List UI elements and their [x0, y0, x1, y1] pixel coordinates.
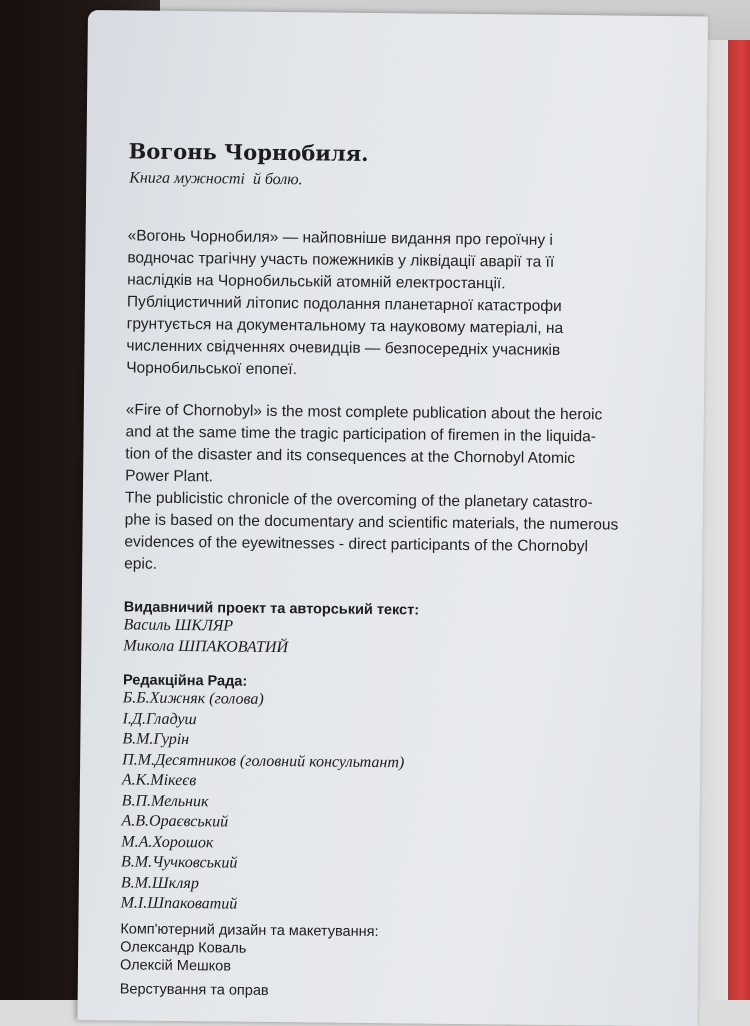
board-member: А.К.Мікеєв [121, 771, 197, 790]
board-member: А.В.Ораєвський [121, 812, 229, 831]
ua-line: грунтується на документальному та науковому матеріалі, на [126, 315, 564, 337]
ukrainian-paragraph [126, 225, 668, 385]
en-line: «Fire of Chornobyl» is the most complete publication about the heroic [125, 401, 603, 424]
page-title: Вогонь Чорнобиля. [128, 138, 369, 166]
board-member: В.П.Мельник [121, 791, 209, 810]
board-label: Редакційна Рада: [122, 672, 248, 690]
english-paragraph [124, 399, 666, 581]
en-line: evidences of the eyewitnesses - direct participants of the Chornobyl [124, 533, 589, 556]
ua-line: Чорнобильської епопеї. [126, 359, 298, 379]
en-line: and at the same time the tragic participation of firemen in the liquida- [125, 423, 597, 446]
board-member: В.М.Шкляр [120, 873, 199, 892]
design-name: Олександр Коваль [120, 938, 247, 957]
en-line: phe is based on the documentary and scientific materials, the numerous [124, 511, 619, 534]
board-credits [121, 672, 663, 919]
ua-line: Публіцистичний літопис подолання планетарної катастрофи [126, 293, 562, 315]
board-member: М.І.Шпаковатий [120, 894, 238, 913]
board-member: В.М.Чучковський [120, 853, 238, 872]
ua-line: водночас трагічну участь пожежників у ліквідації аварії та її [127, 249, 555, 271]
ua-line: «Вогонь Чорнобиля» — найповніше видання про героїчну і [127, 227, 553, 249]
design-label: Комп'ютерний дизайн та макетування: [120, 920, 379, 940]
project-credits [123, 599, 664, 662]
typeset-label: Верстування та оправ [119, 980, 269, 999]
book-page [77, 10, 708, 1026]
board-member: М.А.Хорошок [121, 832, 214, 851]
en-line: The publicistic chronicle of the overcoming of the planetary catastro- [124, 489, 593, 512]
board-member: Б.Б.Хижняк (голова) [122, 689, 264, 708]
page-content [119, 138, 668, 1019]
board-member: В.М.Гурін [122, 730, 190, 749]
en-line: tion of the disaster and its consequences at the Chornobyl Atomic [125, 445, 576, 468]
project-name: Василь ШКЛЯР [123, 616, 234, 635]
ua-line: наслідків на Чорнобильській атомній електростанції. [127, 271, 506, 293]
board-member: П.М.Десятников (головний консультант) [122, 750, 405, 771]
project-name: Микола ШПАКОВАТИЙ [123, 636, 289, 656]
design-name: Олексій Мешков [119, 956, 232, 975]
red-book-edge [728, 40, 750, 1000]
en-line: Power Plant. [125, 467, 214, 486]
credits-section [120, 599, 664, 1003]
design-credits [120, 920, 661, 980]
ua-line: численних свідченнях очевидців — безпосередніх учасників [126, 337, 561, 359]
page-subtitle: Книга мужності й болю. [129, 169, 303, 189]
project-label: Видавничий проект та авторський текст: [123, 599, 420, 619]
board-member: І.Д.Гладуш [122, 709, 197, 728]
en-line: epic. [124, 555, 158, 573]
